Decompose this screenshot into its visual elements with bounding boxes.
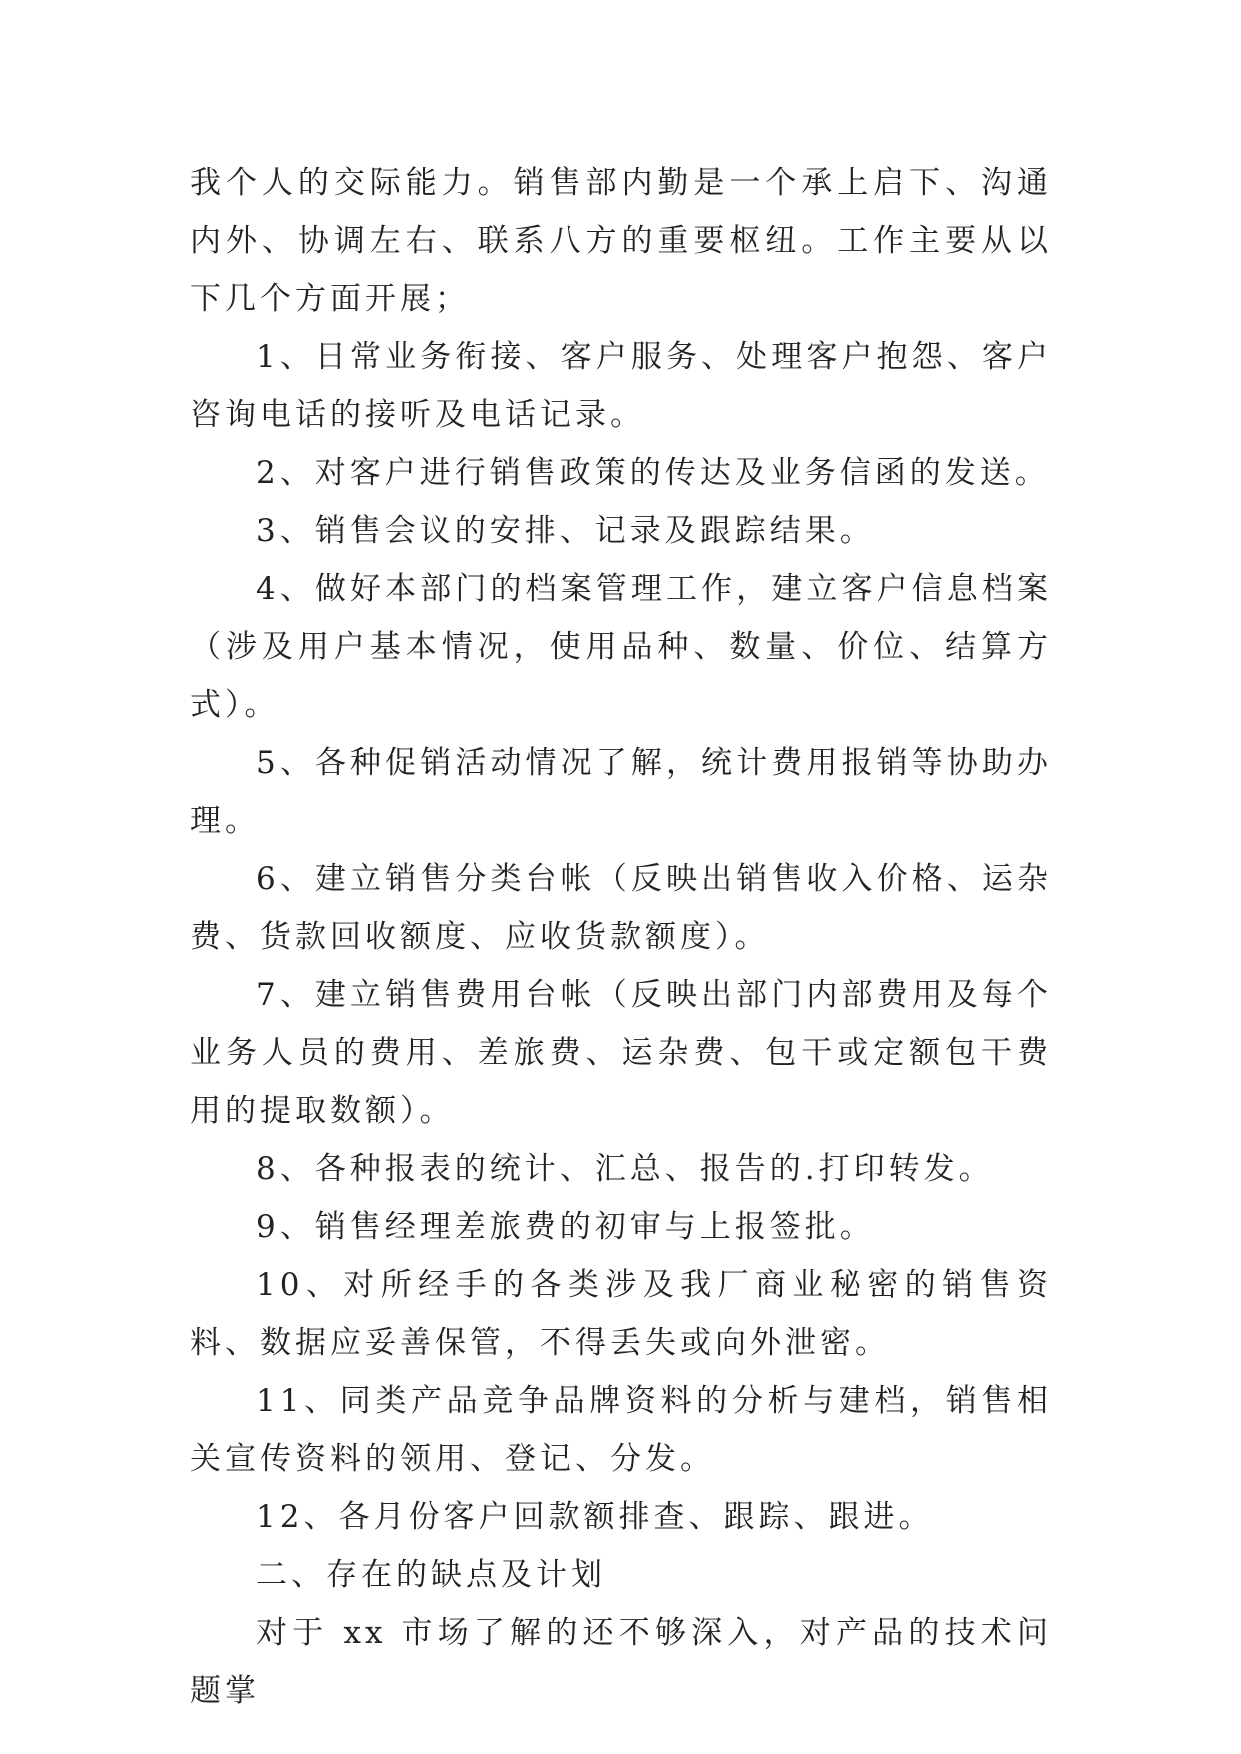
paragraph-item-10: 10、对所经手的各类涉及我厂商业秘密的销售资料、数据应妥善保管，不得丢失或向外泄密。 <box>190 1267 1052 1361</box>
paragraph-item-12: 12、各月份客户回款额排查、跟踪、跟进。 <box>256 1499 934 1535</box>
paragraph-item-1: 1、日常业务衔接、客户服务、处理客户抱怨、客户咨询电话的接听及电话记录。 <box>190 339 1052 433</box>
paragraph-item-11: 11、同类产品竞争品牌资料的分析与建档，销售相关宣传资料的领用、登记、分发。 <box>190 1383 1052 1477</box>
paragraph-item-5: 5、各种促销活动情况了解，统计费用报销等协助办理。 <box>190 745 1052 839</box>
document-body <box>190 154 1052 1720</box>
paragraph-item-8: 8、各种报表的统计、汇总、报告的.打印转发。 <box>256 1151 994 1187</box>
section-heading-shortcomings: 二、存在的缺点及计划 <box>256 1557 606 1593</box>
paragraph-item-2: 2、对客户进行销售政策的传达及业务信函的发送。 <box>256 455 1050 491</box>
paragraph-market: 对于 xx 市场了解的还不够深入，对产品的技术问题掌 <box>190 1615 1052 1709</box>
paragraph-item-4: 4、做好本部门的档案管理工作，建立客户信息档案（涉及用户基本情况，使用品种、数量、价位、结算方式）。 <box>190 571 1052 723</box>
paragraph-item-9: 9、销售经理差旅费的初审与上报签批。 <box>256 1209 875 1245</box>
paragraph-intro: 我个人的交际能力。销售部内勤是一个承上启下、沟通内外、协调左右、联系八方的重要枢纽。工作主要从以下几个方面开展； <box>190 165 1052 317</box>
paragraph-item-7: 7、建立销售费用台帐（反映出部门内部费用及每个业务人员的费用、差旅费、运杂费、包干或定额包干费用的提取数额）。 <box>190 977 1052 1129</box>
paragraph-item-3: 3、销售会议的安排、记录及跟踪结果。 <box>256 513 875 549</box>
paragraph-item-6: 6、建立销售分类台帐（反映出销售收入价格、运杂费、货款回收额度、应收货款额度）。 <box>190 861 1052 955</box>
